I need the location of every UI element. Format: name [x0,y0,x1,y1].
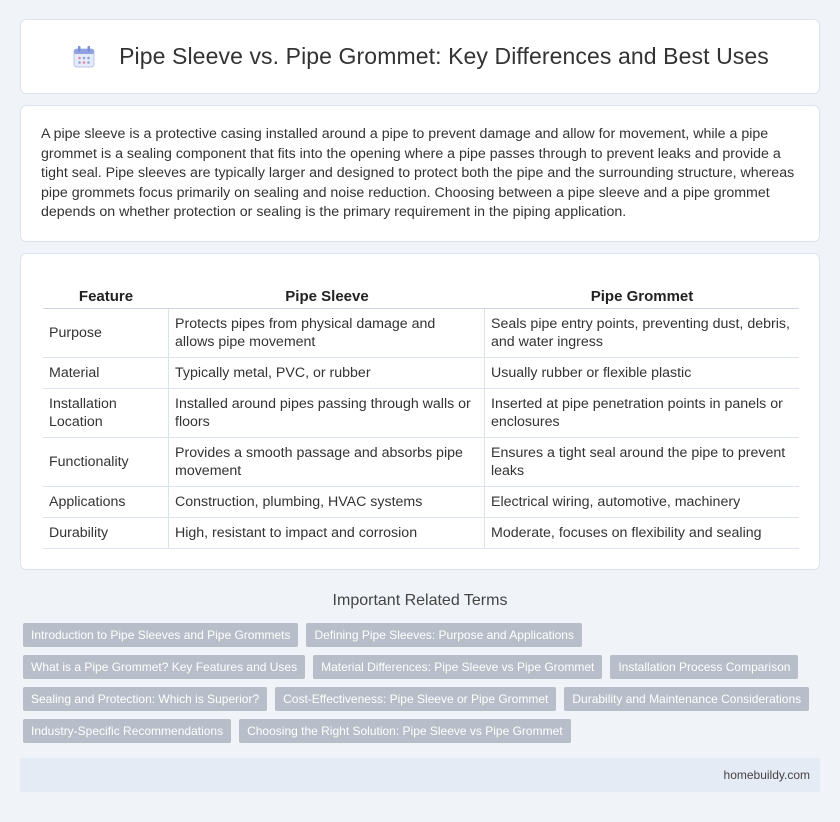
tag-row [23,719,823,743]
cell-feature: Applications [43,487,169,518]
related-term-tag[interactable]: Sealing and Protection: Which is Superior? [23,687,267,711]
footer-site-link[interactable]: homebuildy.com [723,768,810,782]
calendar-icon [71,44,97,70]
cell-pipe-grommet: Seals pipe entry points, preventing dust, debris, and water ingress [485,309,799,358]
related-terms-list [23,623,823,751]
tag-row [23,687,823,711]
tag-row [23,623,823,647]
table-row [43,389,799,438]
cell-pipe-grommet: Inserted at pipe penetration points in panels or enclosures [485,389,799,438]
table-row [43,518,799,549]
cell-feature: Installation Location [43,389,169,438]
cell-feature: Functionality [43,438,169,487]
page-title: Pipe Sleeve vs. Pipe Grommet: Key Differences and Best Uses [119,43,769,69]
footer [20,758,820,792]
cell-pipe-sleeve: Construction, plumbing, HVAC systems [169,487,485,518]
cell-feature: Durability [43,518,169,549]
comparison-table [43,282,799,549]
table-row [43,487,799,518]
related-term-tag[interactable]: Introduction to Pipe Sleeves and Pipe Grommets [23,623,298,647]
intro-paragraph: A pipe sleeve is a protective casing installed around a pipe to prevent damage and allow for movement, while a pipe grommet is a sealing component that fits into the opening where a pipe passes through to prevent leaks and provide a tight seal. Pipe sleeves are typically larger and designed to protect both the pipe and the surrounding structure, whereas pipe grommets focus primarily on sealing and noise reduction. Choosing between a pipe sleeve and a pipe grommet depends on whether protection or sealing is the primary requirement in the piping application. [41,126,795,221]
cell-pipe-grommet: Electrical wiring, automotive, machinery [485,487,799,518]
tag-row [23,655,823,679]
related-term-tag[interactable]: Installation Process Comparison [610,655,798,679]
comparison-table-card [20,253,820,570]
header-pipe-grommet: Pipe Grommet [485,282,799,309]
table-row [43,309,799,358]
cell-pipe-sleeve: Installed around pipes passing through walls or floors [169,389,485,438]
cell-feature: Purpose [43,309,169,358]
related-term-tag[interactable]: Defining Pipe Sleeves: Purpose and Applications [306,623,582,647]
table-row [43,358,799,389]
related-term-tag[interactable]: Industry-Specific Recommendations [23,719,231,743]
header-pipe-sleeve: Pipe Sleeve [169,282,485,309]
related-term-tag[interactable]: Material Differences: Pipe Sleeve vs Pipe Grommet [313,655,602,679]
table-row [43,438,799,487]
cell-feature: Material [43,358,169,389]
related-term-tag[interactable]: Cost-Effectiveness: Pipe Sleeve or Pipe Grommet [275,687,556,711]
related-term-tag[interactable]: Choosing the Right Solution: Pipe Sleeve vs Pipe Grommet [239,719,571,743]
related-term-tag[interactable]: What is a Pipe Grommet? Key Features and Uses [23,655,305,679]
cell-pipe-grommet: Moderate, focuses on flexibility and sealing [485,518,799,549]
header-card [20,19,820,94]
related-terms-title: Important Related Terms [332,592,508,609]
related-term-tag[interactable]: Durability and Maintenance Considerations [564,687,809,711]
cell-pipe-sleeve: Typically metal, PVC, or rubber [169,358,485,389]
cell-pipe-sleeve: Protects pipes from physical damage and allows pipe movement [169,309,485,358]
intro-card [20,105,820,242]
cell-pipe-grommet: Ensures a tight seal around the pipe to prevent leaks [485,438,799,487]
cell-pipe-grommet: Usually rubber or flexible plastic [485,358,799,389]
cell-pipe-sleeve: Provides a smooth passage and absorbs pipe movement [169,438,485,487]
header-feature: Feature [43,282,169,309]
cell-pipe-sleeve: High, resistant to impact and corrosion [169,518,485,549]
